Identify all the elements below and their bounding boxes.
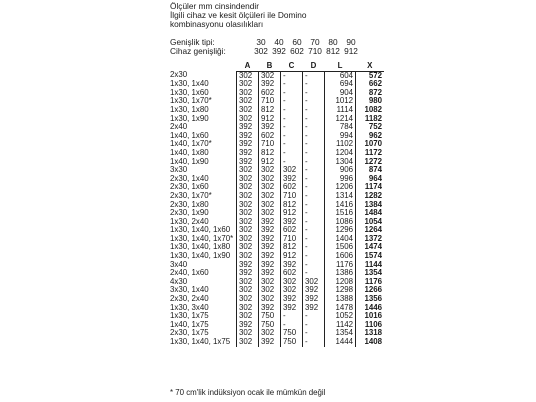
combination-cell: 1x30, 1x40, 1x70* — [170, 233, 234, 243]
cell-a: 302 — [237, 243, 259, 252]
combination-cell: 3x30, 1x40 — [170, 285, 209, 295]
cell-a: 302 — [237, 183, 259, 192]
width-type-value: 90 — [346, 37, 356, 47]
cell-d: - — [303, 192, 325, 201]
cell-c: 912 — [281, 252, 303, 261]
column-header-x: X — [356, 62, 385, 71]
cell-x: 752 — [356, 123, 385, 132]
cell-b: 302 — [259, 166, 281, 175]
cell-l: 1296 — [325, 226, 356, 235]
cell-d: - — [303, 235, 325, 244]
cell-d: - — [303, 175, 325, 184]
combination-cell: 1x40, 1x75 — [170, 319, 209, 329]
cell-b: 392 — [259, 80, 281, 89]
cell-b: 302 — [259, 183, 281, 192]
cell-x: 1176 — [356, 278, 385, 287]
cell-x: 1408 — [356, 338, 385, 347]
header-line-1: Ölçüler mm cinsindendir — [170, 1, 259, 11]
cell-l: 1208 — [325, 278, 356, 287]
cell-c: - — [281, 140, 303, 149]
cell-b: 710 — [259, 97, 281, 106]
cell-a: 302 — [237, 286, 259, 295]
cell-l: 1404 — [325, 235, 356, 244]
cell-a: 302 — [237, 89, 259, 98]
cell-l: 1516 — [325, 209, 356, 218]
cell-a: 302 — [237, 338, 259, 347]
combination-cell: 1x30, 1x60 — [170, 87, 209, 97]
cell-a: 302 — [237, 304, 259, 313]
combination-cell: 1x40, 1x80 — [170, 147, 209, 157]
cell-b: 392 — [259, 304, 281, 313]
cell-a: 392 — [237, 158, 259, 167]
combination-cell: 1x30, 1x75 — [170, 311, 209, 321]
cell-x: 1144 — [356, 261, 385, 270]
cell-b: 750 — [259, 321, 281, 330]
combination-cell: 1x30, 1x40, 1x80 — [170, 242, 231, 252]
cell-b: 392 — [259, 269, 281, 278]
cell-d: 392 — [303, 304, 325, 313]
cell-d: - — [303, 132, 325, 141]
combination-cell: 2x30, 1x90 — [170, 208, 209, 218]
cell-b: 602 — [259, 132, 281, 141]
table-row — [168, 338, 384, 347]
cell-c: - — [281, 71, 303, 80]
cell-b: 302 — [259, 175, 281, 184]
combination-cell: 1x30, 1x90 — [170, 113, 209, 123]
cell-b: 812 — [259, 149, 281, 158]
combination-cell: 1x40, 1x60 — [170, 130, 209, 140]
combination-cell: 2x30 — [170, 70, 188, 80]
cell-d: - — [303, 201, 325, 210]
cell-b: 392 — [259, 338, 281, 347]
cell-x: 1016 — [356, 312, 385, 321]
cell-d: - — [303, 329, 325, 338]
cell-l: 694 — [325, 80, 356, 89]
cell-d: - — [303, 80, 325, 89]
cell-a: 302 — [237, 166, 259, 175]
cell-d: - — [303, 97, 325, 106]
cell-l: 1102 — [325, 140, 356, 149]
cell-b: 710 — [259, 140, 281, 149]
cell-x: 1266 — [356, 286, 385, 295]
cell-l: 1478 — [325, 304, 356, 313]
cell-a: 302 — [237, 175, 259, 184]
cell-x: 964 — [356, 175, 385, 184]
cell-l: 1206 — [325, 183, 356, 192]
cell-c: 392 — [281, 295, 303, 304]
cell-l: 1142 — [325, 321, 356, 330]
device-width-value: 812 — [326, 46, 340, 56]
header-line-3: kombinasyonu olasılıkları — [170, 19, 264, 29]
combination-cell: 2x30, 1x40 — [170, 173, 209, 183]
cell-x: 1354 — [356, 269, 385, 278]
cell-x: 962 — [356, 132, 385, 141]
combination-cell: 1x30, 1x40, 1x90 — [170, 251, 231, 261]
cell-d: - — [303, 338, 325, 347]
cell-x: 1070 — [356, 140, 385, 149]
cell-l: 1314 — [325, 192, 356, 201]
cell-c: - — [281, 132, 303, 141]
cell-x: 1574 — [356, 252, 385, 261]
cell-d: - — [303, 89, 325, 98]
cell-b: 302 — [259, 192, 281, 201]
cell-x: 1318 — [356, 329, 385, 338]
column-header-l: L — [325, 62, 356, 71]
cell-x: 1484 — [356, 209, 385, 218]
cell-x: 1356 — [356, 295, 385, 304]
combination-cell: 1x40, 1x90 — [170, 156, 209, 166]
width-type-value: 70 — [310, 37, 320, 47]
table-header-row — [168, 62, 384, 71]
combination-cell: 2x30, 1x75 — [170, 328, 209, 338]
cell-l: 1012 — [325, 97, 356, 106]
combination-cell: 2x30, 1x80 — [170, 199, 209, 209]
column-header-a: A — [237, 62, 259, 71]
cell-a: 302 — [237, 80, 259, 89]
cell-c: 602 — [281, 226, 303, 235]
cell-c: 750 — [281, 338, 303, 347]
cell-x: 1384 — [356, 201, 385, 210]
cell-x: 874 — [356, 166, 385, 175]
cell-x: 980 — [356, 97, 385, 106]
cell-l: 996 — [325, 175, 356, 184]
cell-c: 912 — [281, 209, 303, 218]
footnote: * 70 cm'lik indüksiyon ocak ile mümkün değil — [170, 388, 326, 397]
combination-cell: 1x30, 1x40, 1x60 — [170, 225, 231, 235]
cell-d: - — [303, 209, 325, 218]
combination-cell: 1x40, 1x70* — [170, 139, 212, 149]
cell-d: - — [303, 312, 325, 321]
cell-a: 302 — [237, 115, 259, 124]
cell-b: 912 — [259, 115, 281, 124]
cell-d: - — [303, 261, 325, 270]
cell-a: 302 — [237, 97, 259, 106]
cell-a: 302 — [237, 235, 259, 244]
cell-c: 302 — [281, 286, 303, 295]
cell-b: 392 — [259, 218, 281, 227]
cell-d: - — [303, 158, 325, 167]
cell-b: 750 — [259, 312, 281, 321]
cell-a: 392 — [237, 261, 259, 270]
cell-b: 602 — [259, 89, 281, 98]
cell-d: - — [303, 106, 325, 115]
cell-b: 302 — [259, 286, 281, 295]
cell-a: 302 — [237, 295, 259, 304]
cell-a: 302 — [237, 226, 259, 235]
cell-x: 1106 — [356, 321, 385, 330]
cell-d: - — [303, 71, 325, 80]
cell-x: 1282 — [356, 192, 385, 201]
cell-l: 1052 — [325, 312, 356, 321]
cell-a: 392 — [237, 149, 259, 158]
cell-c: 710 — [281, 235, 303, 244]
cell-c: - — [281, 80, 303, 89]
cell-l: 1506 — [325, 243, 356, 252]
combination-cell: 1x30, 3x40 — [170, 302, 209, 312]
cell-x: 872 — [356, 89, 385, 98]
cell-l: 1114 — [325, 106, 356, 115]
combination-cell: 1x30, 1x80 — [170, 104, 209, 114]
cell-c: 602 — [281, 183, 303, 192]
cell-x: 1474 — [356, 243, 385, 252]
cell-l: 1176 — [325, 261, 356, 270]
combination-cell: 4x30 — [170, 276, 188, 286]
combination-cell: 2x30, 1x60 — [170, 182, 209, 192]
device-width-label: Cihaz genişliği: — [170, 46, 226, 56]
cell-l: 1386 — [325, 269, 356, 278]
cell-a: 392 — [237, 269, 259, 278]
cell-l: 1606 — [325, 252, 356, 261]
cell-d: - — [303, 115, 325, 124]
combination-cell: 2x40 — [170, 122, 188, 132]
column-header-c: C — [281, 62, 303, 71]
cell-l: 1304 — [325, 158, 356, 167]
cell-d: - — [303, 218, 325, 227]
cell-d: - — [303, 183, 325, 192]
cell-a: 302 — [237, 329, 259, 338]
combination-cell: 1x30, 1x40 — [170, 79, 209, 89]
cell-d: - — [303, 166, 325, 175]
column-header-b: B — [259, 62, 281, 71]
cell-b: 392 — [259, 235, 281, 244]
cell-a: 302 — [237, 209, 259, 218]
combination-cell: 2x30, 1x70* — [170, 190, 212, 200]
combination-cell: 1x30, 1x70* — [170, 96, 212, 106]
cell-b: 302 — [259, 209, 281, 218]
cell-a: 302 — [237, 106, 259, 115]
cell-d: - — [303, 269, 325, 278]
cell-c: 812 — [281, 243, 303, 252]
cell-a: 302 — [237, 192, 259, 201]
cell-d: - — [303, 149, 325, 158]
width-type-value: 30 — [256, 37, 266, 47]
combination-cell: 3x40 — [170, 259, 188, 269]
width-type-value: 60 — [292, 37, 302, 47]
cell-c: 812 — [281, 201, 303, 210]
cell-l: 904 — [325, 89, 356, 98]
cell-b: 302 — [259, 295, 281, 304]
cell-a: 302 — [237, 278, 259, 287]
cell-b: 302 — [259, 201, 281, 210]
cell-c: - — [281, 123, 303, 132]
cell-b: 812 — [259, 106, 281, 115]
cell-l: 1416 — [325, 201, 356, 210]
combination-table — [168, 62, 384, 347]
cell-x: 1174 — [356, 183, 385, 192]
cell-b: 302 — [259, 329, 281, 338]
header-line-2: İlgili cihaz ve kesit ölçüleri ile Domino — [170, 10, 307, 20]
cell-l: 1204 — [325, 149, 356, 158]
cell-c: 392 — [281, 175, 303, 184]
device-width-value: 302 — [254, 46, 268, 56]
combination-cell: 3x30 — [170, 165, 188, 175]
cell-b: 392 — [259, 243, 281, 252]
cell-c: 302 — [281, 278, 303, 287]
cell-x: 1172 — [356, 149, 385, 158]
cell-c: 602 — [281, 269, 303, 278]
cell-l: 604 — [325, 71, 356, 80]
cell-l: 994 — [325, 132, 356, 141]
cell-d: - — [303, 321, 325, 330]
cell-c: 392 — [281, 261, 303, 270]
cell-a: 392 — [237, 123, 259, 132]
cell-c: - — [281, 89, 303, 98]
cell-b: 392 — [259, 226, 281, 235]
column-header-d: D — [303, 62, 325, 71]
cell-c: - — [281, 312, 303, 321]
cell-l: 1388 — [325, 295, 356, 304]
cell-c: - — [281, 149, 303, 158]
cell-c: 392 — [281, 218, 303, 227]
cell-b: 392 — [259, 123, 281, 132]
cell-x: 1272 — [356, 158, 385, 167]
cell-c: - — [281, 106, 303, 115]
cell-c: - — [281, 158, 303, 167]
width-type-label: Genişlik tipi: — [170, 37, 215, 47]
combination-cell: 1x30, 2x40 — [170, 216, 209, 226]
cell-l: 906 — [325, 166, 356, 175]
cell-l: 1444 — [325, 338, 356, 347]
cell-b: 392 — [259, 261, 281, 270]
cell-x: 1372 — [356, 235, 385, 244]
combination-cell: 1x30, 1x40, 1x75 — [170, 337, 231, 346]
cell-b: 302 — [259, 278, 281, 287]
cell-c: 392 — [281, 304, 303, 313]
cell-x: 1264 — [356, 226, 385, 235]
cell-c: - — [281, 115, 303, 124]
cell-a: 302 — [237, 218, 259, 227]
combination-cell: 2x40, 1x60 — [170, 268, 209, 278]
cell-x: 662 — [356, 80, 385, 89]
cell-c: - — [281, 321, 303, 330]
cell-d: 302 — [303, 278, 325, 287]
cell-l: 784 — [325, 123, 356, 132]
cell-l: 1086 — [325, 218, 356, 227]
cell-d: - — [303, 252, 325, 261]
cell-d: - — [303, 123, 325, 132]
device-width-value: 392 — [272, 46, 286, 56]
cell-d: 392 — [303, 295, 325, 304]
cell-l: 1214 — [325, 115, 356, 124]
cell-d: 392 — [303, 286, 325, 295]
combination-cell: 2x30, 2x40 — [170, 294, 209, 304]
cell-a: 392 — [237, 321, 259, 330]
cell-d: - — [303, 226, 325, 235]
cell-c: 750 — [281, 329, 303, 338]
cell-b: 302 — [259, 71, 281, 80]
cell-c: 710 — [281, 192, 303, 201]
cell-x: 572 — [356, 71, 385, 80]
width-type-value: 80 — [328, 37, 338, 47]
cell-a: 302 — [237, 201, 259, 210]
cell-b: 912 — [259, 158, 281, 167]
device-width-value: 710 — [308, 46, 322, 56]
cell-l: 1298 — [325, 286, 356, 295]
cell-x: 1082 — [356, 106, 385, 115]
cell-x: 1182 — [356, 115, 385, 124]
cell-a: 392 — [237, 140, 259, 149]
width-type-value: 40 — [274, 37, 284, 47]
cell-a: 302 — [237, 312, 259, 321]
cell-b: 392 — [259, 252, 281, 261]
cell-c: - — [281, 97, 303, 106]
cell-x: 1054 — [356, 218, 385, 227]
device-width-value: 602 — [290, 46, 304, 56]
cell-a: 302 — [237, 71, 259, 80]
device-width-value: 912 — [344, 46, 358, 56]
cell-d: - — [303, 140, 325, 149]
cell-l: 1354 — [325, 329, 356, 338]
cell-a: 392 — [237, 132, 259, 141]
cell-d: - — [303, 243, 325, 252]
cell-c: 302 — [281, 166, 303, 175]
cell-a: 302 — [237, 252, 259, 261]
cell-x: 1446 — [356, 304, 385, 313]
